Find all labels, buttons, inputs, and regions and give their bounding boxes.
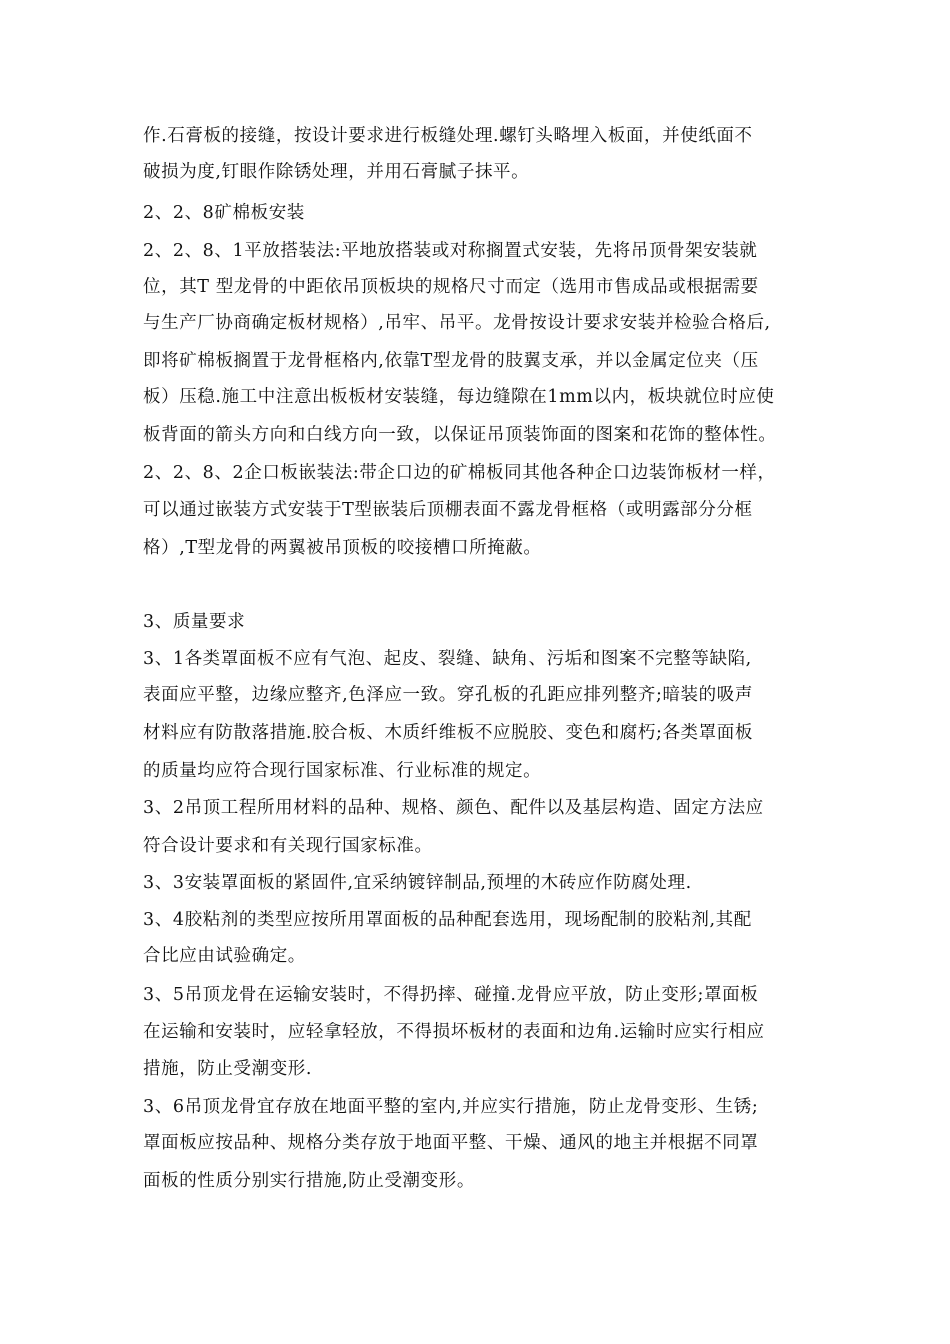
text-line: 3、1各类罩面板不应有气泡、起皮、裂缝、缺角、污垢和图案不完整等缺陷,: [143, 649, 752, 669]
text-line: 材料应有防散落措施.胶合板、木质纤维板不应脱胶、变色和腐朽;各类罩面板: [143, 723, 753, 743]
text-line: 破损为度,钉眼作除锈处理，并用石膏腻子抹平。: [143, 162, 530, 182]
text-line: 3、2吊顶工程所用材料的品种、规格、颜色、配件以及基层构造、固定方法应: [143, 798, 764, 818]
text-line: 合比应由试验确定。: [143, 946, 306, 966]
text-line: 在运输和安装时，应轻拿轻放，不得损坏板材的表面和边角.运输时应实行相应: [143, 1022, 765, 1042]
text-line: 3、4胶粘剂的类型应按所用罩面板的品种配套选用，现场配制的胶粘剂,其配: [143, 910, 752, 930]
text-line: 2、2、8、2企口板嵌装法:带企口边的矿棉板同其他各种企口边装饰板材一样，: [143, 463, 776, 483]
text-line: 符合设计要求和有关现行国家标准。: [143, 836, 433, 856]
text-line: 3、5吊顶龙骨在运输安装时，不得扔摔、碰撞.龙骨应平放，防止变形;罩面板: [143, 985, 759, 1005]
text-line: 措施，防止受潮变形.: [143, 1059, 313, 1079]
text-line: 板背面的箭头方向和白线方向一致，以保证吊顶装饰面的图案和花饰的整体性。: [143, 425, 777, 445]
text-line: 与生产厂协商确定板材规格）,吊牢、吊平。龙骨按设计要求安装并检验合格后,: [143, 313, 771, 333]
text-line: 面板的性质分别实行措施,防止受潮变形。: [143, 1171, 475, 1191]
text-line: 表面应平整，边缘应整齐,色泽应一致。穿孔板的孔距应排列整齐;暗装的吸声: [143, 685, 753, 705]
section-heading: 3、质量要求: [143, 612, 246, 632]
text-line: 格）,T型龙骨的两翼被吊顶板的咬接槽口所掩蔽。: [143, 538, 542, 558]
text-line: 即将矿棉板搁置于龙骨框格内,依靠T型龙骨的肢翼支承，并以金属定位夹（压: [143, 351, 759, 371]
text-line: 的质量均应符合现行国家标准、行业标准的规定。: [143, 761, 542, 781]
text-line: 板）压稳.施工中注意出板板材安装缝，每边缝隙在1mm以内，板块就位时应使: [143, 387, 775, 407]
text-line: 作.石膏板的接缝，按设计要求进行板缝处理.螺钉头略埋入板面，并使纸面不: [143, 126, 753, 146]
text-line: 3、3安装罩面板的紧固件,宜采纳镀锌制品,预埋的木砖应作防腐处理.: [143, 873, 692, 893]
section-heading: 2、2、8矿棉板安装: [143, 203, 305, 223]
text-line: 罩面板应按品种、规格分类存放于地面平整、干燥、通风的地主并根据不同罩: [143, 1133, 759, 1153]
text-line: 3、6吊顶龙骨宜存放在地面平整的室内,并应实行措施，防止龙骨变形、生锈;: [143, 1097, 759, 1117]
text-line: 2、2、8、1平放搭装法:平地放搭装或对称搁置式安装，先将吊顶骨架安装就: [143, 241, 758, 261]
text-line: 可以通过嵌装方式安装于T型嵌装后顶棚表面不露龙骨框格（或明露部分分框: [143, 500, 753, 520]
text-line: 位，其T 型龙骨的中距依吊顶板块的规格尺寸而定（选用市售成品或根据需要: [143, 277, 759, 297]
